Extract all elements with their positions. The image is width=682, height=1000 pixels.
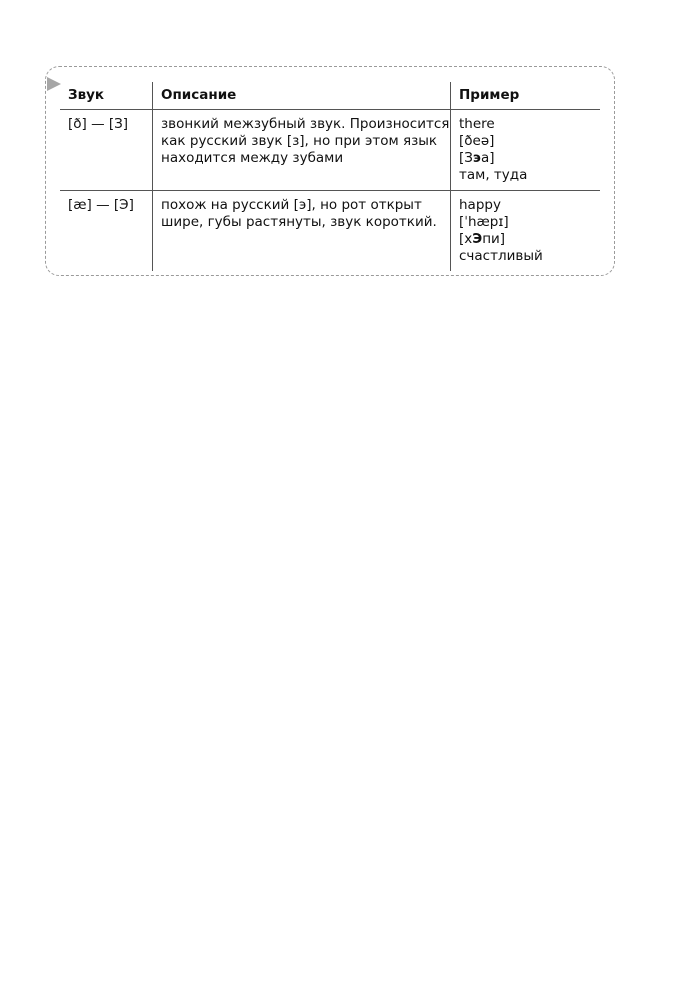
description-cell [152, 191, 450, 271]
sound-cell [60, 110, 152, 190]
example-translation: там, туда [459, 167, 528, 183]
header-description: Описание [152, 82, 450, 109]
example-word: there [459, 116, 495, 132]
phonetics-table [60, 82, 600, 271]
example-transcription: [ðeə] [459, 133, 495, 149]
example-russian-reading: [Зэа] [459, 150, 495, 166]
description-line: звонкий межзубный звук. Произносится [161, 116, 450, 132]
description-line: находится между зубами [161, 150, 344, 166]
description-line: как русский звук [з], но при этом язык [161, 133, 438, 149]
header-example: Пример [450, 82, 600, 109]
example-word: happy [459, 197, 501, 213]
table-row [60, 110, 600, 191]
description-line: похож на русский [э], но рот открыт [161, 197, 422, 213]
example-translation: счастливый [459, 248, 543, 264]
description-line: шире, губы растянуты, звук короткий. [161, 214, 437, 230]
header-sound: Звук [68, 87, 105, 103]
table-header-row [60, 82, 600, 110]
triangle-marker-icon [47, 77, 61, 91]
sound-label: [ð] — [З] [68, 116, 129, 132]
description-cell [152, 110, 450, 190]
example-cell [450, 191, 600, 271]
example-russian-reading: [хЭпи] [459, 231, 506, 247]
example-cell [450, 110, 600, 190]
example-transcription: [ˈhæpɪ] [459, 214, 509, 230]
table-row [60, 191, 600, 271]
sound-label: [æ] — [Э] [68, 197, 134, 213]
sound-cell [60, 191, 152, 271]
